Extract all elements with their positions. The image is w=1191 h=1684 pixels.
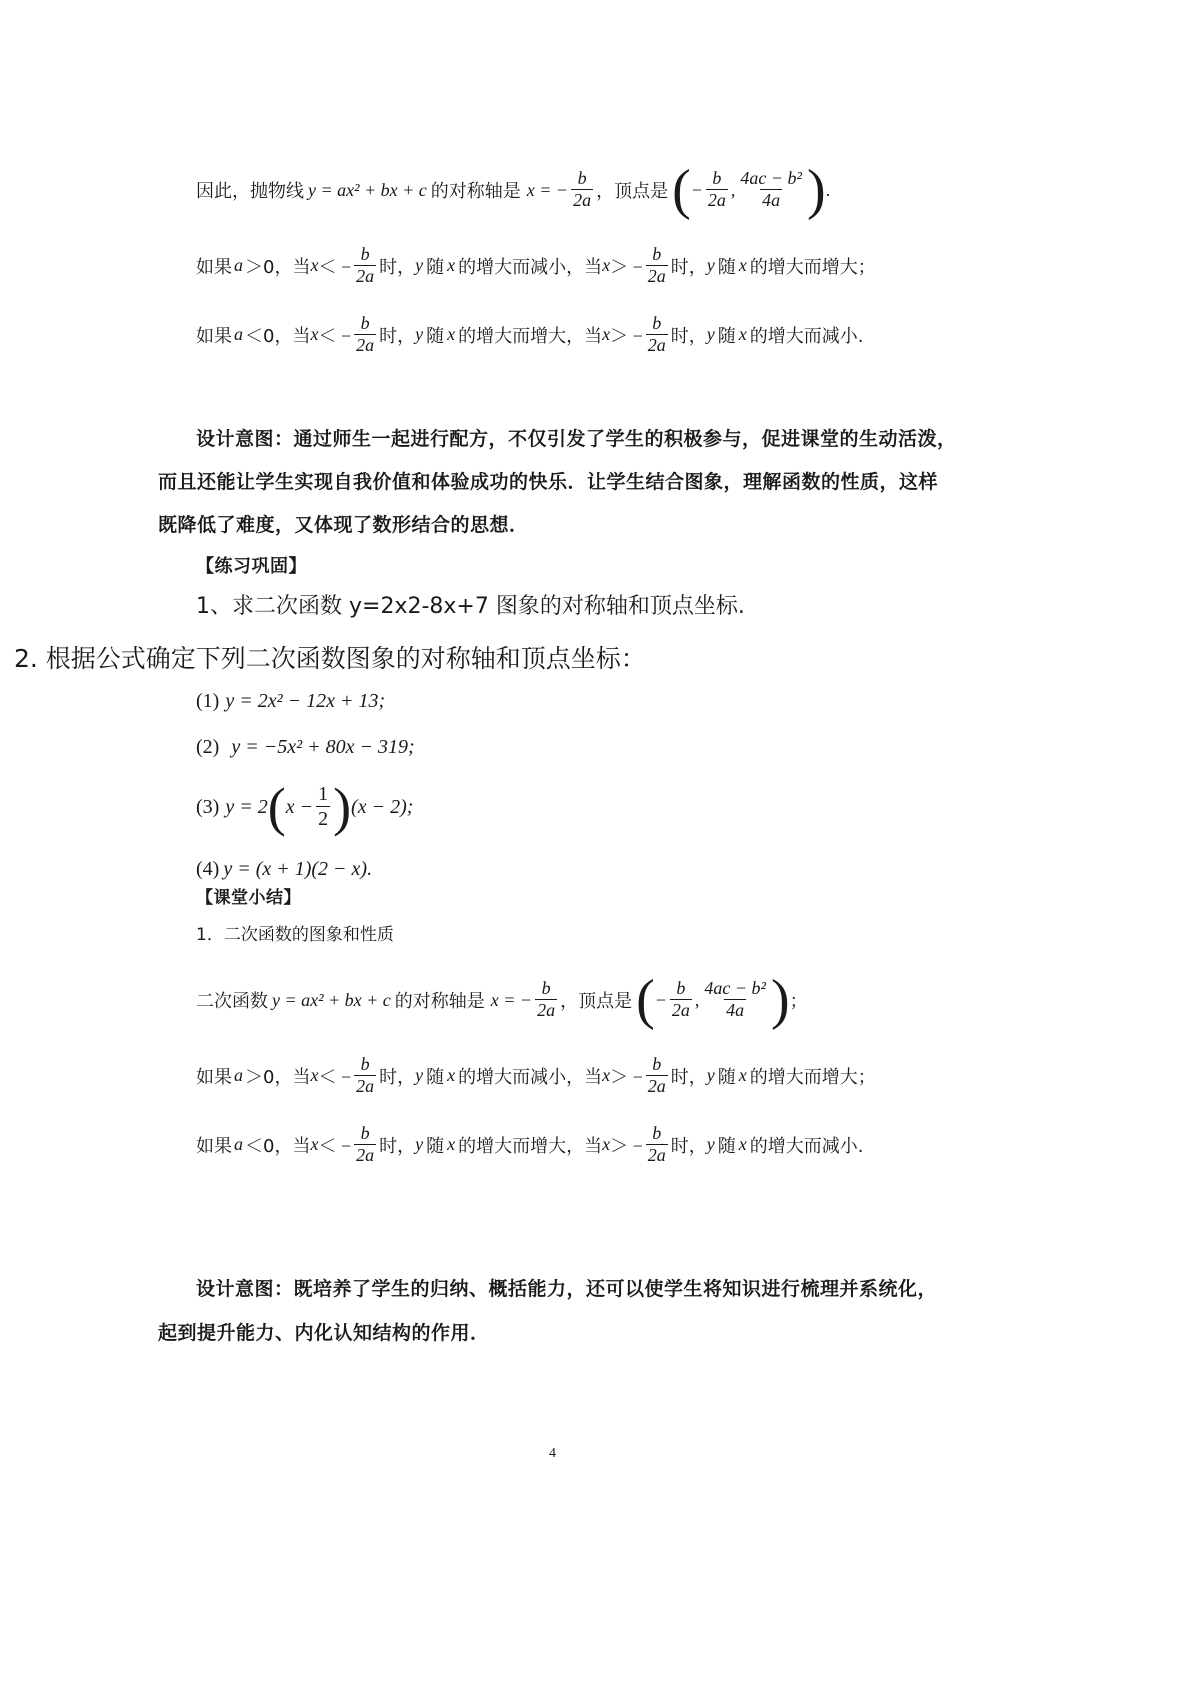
text: 的增大而减小，当 <box>458 1066 603 1088</box>
fraction-denominator: 2a <box>647 1075 666 1096</box>
text: 时， <box>379 256 416 278</box>
left-paren: ( <box>636 969 655 1031</box>
var-y: y <box>415 1134 424 1155</box>
fraction-denominator: 2a <box>647 334 666 355</box>
inequality: ＜ − <box>318 1135 352 1156</box>
var-x: x <box>602 1134 611 1155</box>
text: 的增大而增大，当 <box>458 1135 603 1157</box>
practice-question-1: 1、求二次函数 y=2x2-8x+7 图象的对称轴和顶点坐标. <box>196 594 745 619</box>
text: 的增大而增大； <box>749 1066 876 1088</box>
text: 的增大而增大； <box>749 256 876 278</box>
text: ＜0，当 <box>245 325 311 347</box>
text: 的增大而增大，当 <box>458 325 603 347</box>
fraction-denominator: 2a <box>356 334 375 355</box>
fraction-numerator: b <box>652 1123 662 1143</box>
text: 时， <box>670 1066 707 1088</box>
item-expression: y = 2x² − 12x + 13; <box>225 690 386 712</box>
practice-item-4 <box>196 858 372 881</box>
right-paren: ) <box>333 777 352 837</box>
var-a: a <box>234 1065 243 1086</box>
text: 随 <box>426 256 445 278</box>
design-intent-1-line-1: 设计意图：通过师生一起进行配方，不仅引发了学生的积极参与，促进课堂的生动活泼， <box>196 428 957 450</box>
design-intent-1-line-3: 既降低了难度，又体现了数形结合的思想． <box>158 514 529 536</box>
fraction <box>646 313 668 356</box>
right-paren: ) <box>806 159 826 221</box>
fraction-numerator: b <box>360 1123 370 1143</box>
text: 的增大而减小，当 <box>458 256 603 278</box>
vertex-y-fraction <box>702 978 768 1021</box>
inner-lead: x − <box>285 795 314 818</box>
summary-axis-vertex-line <box>196 968 808 1032</box>
fraction <box>354 1054 376 1097</box>
text: 如果 <box>196 256 232 278</box>
inequality: ＞ − <box>610 1066 643 1087</box>
text: 随 <box>717 256 736 278</box>
text: 时， <box>670 1135 707 1157</box>
var-a: a <box>234 1134 243 1155</box>
item-expression-suffix: (x − 2); <box>351 795 414 818</box>
var-y: y <box>706 255 715 276</box>
comma: , <box>694 989 700 1010</box>
var-x: x <box>310 1065 319 1086</box>
practice-item-3 <box>196 776 413 838</box>
item-expression-prefix: y = 2 <box>225 795 268 818</box>
text: 的增大而减小. <box>749 1135 864 1157</box>
right-paren: ) <box>770 969 790 1031</box>
condition-line-a-negative <box>196 313 864 356</box>
var-y: y <box>706 1065 715 1086</box>
var-x: x <box>738 1065 747 1086</box>
fraction <box>646 1123 668 1166</box>
fraction <box>354 1123 376 1166</box>
practice-heading: 【练习巩固】 <box>196 556 307 577</box>
comma: , <box>730 179 736 200</box>
fraction-numerator: b <box>652 1054 662 1074</box>
fraction-numerator: b <box>541 978 551 999</box>
var-a: a <box>234 255 243 276</box>
condition-line-a-positive <box>196 244 876 287</box>
var-x: x <box>447 1065 456 1086</box>
axis-eq: x = − <box>490 989 533 1010</box>
text: ＞0，当 <box>245 256 311 278</box>
summary-heading: 【课堂小结】 <box>196 888 301 908</box>
var-x: x <box>738 1134 747 1155</box>
text: 时， <box>670 325 707 347</box>
practice-item-2 <box>196 736 415 759</box>
fraction <box>646 1054 668 1097</box>
text: 时， <box>379 325 416 347</box>
parabola-expression: y = ax² + bx + c <box>308 179 427 200</box>
fraction-numerator: b <box>360 1054 370 1074</box>
text: ＜0，当 <box>245 1135 311 1157</box>
vertex-x-fraction <box>706 168 728 211</box>
design-intent-2-line-2: 起到提升能力、内化认知结构的作用． <box>158 1322 490 1344</box>
text: ＞0，当 <box>245 1066 311 1088</box>
fraction-denominator: 4a <box>726 1000 745 1021</box>
fraction <box>354 244 376 287</box>
text: 随 <box>717 1066 736 1088</box>
lead-text: 二次函数 <box>196 991 268 1012</box>
fraction-numerator: b <box>652 313 662 333</box>
text: 时， <box>670 256 707 278</box>
fraction-numerator: b <box>712 168 722 189</box>
inequality: ＞ − <box>610 325 643 346</box>
practice-question-2: 2. 根据公式确定下列二次函数图象的对称轴和顶点坐标： <box>14 644 646 673</box>
text: 随 <box>426 325 445 347</box>
fraction-denominator: 4a <box>762 190 781 211</box>
text: 时， <box>379 1066 416 1088</box>
vertex-minus: − <box>690 179 703 200</box>
design-intent-1-line-2: 而且还能让学生实现自我价值和体验成功的快乐．让学生结合图象，理解函数的性质，这样 <box>158 471 939 493</box>
var-x: x <box>310 324 319 345</box>
axis-fraction <box>571 168 593 211</box>
vertex-y-fraction <box>738 168 804 211</box>
parabola-expression: y = ax² + bx + c <box>272 989 391 1010</box>
var-x: x <box>738 255 747 276</box>
fraction-denominator: 2a <box>573 190 592 211</box>
period: . <box>825 179 831 200</box>
fraction-numerator: 4ac − b² <box>704 978 766 999</box>
fraction-denominator: 2a <box>356 265 375 286</box>
vertex-x-fraction <box>670 978 692 1021</box>
fraction-numerator: 4ac − b² <box>740 168 802 189</box>
fraction-denominator: 2a <box>356 1144 375 1165</box>
var-y: y <box>706 1134 715 1155</box>
summary-item-1: 1．二次函数的图象和性质 <box>196 925 394 945</box>
text: 时， <box>379 1135 416 1157</box>
lead-text: 因此，抛物线 <box>196 181 304 202</box>
inequality: ＜ − <box>318 256 352 277</box>
practice-item-1 <box>196 690 385 713</box>
var-x: x <box>602 1065 611 1086</box>
var-y: y <box>415 324 424 345</box>
text: 的增大而减小. <box>749 325 864 347</box>
vertex-label: ，顶点是 <box>596 181 669 202</box>
fraction-numerator: 1 <box>318 783 329 805</box>
item-label: (1) <box>196 690 220 712</box>
text: 如果 <box>196 1066 232 1088</box>
var-x: x <box>738 324 747 345</box>
item-label: (4) <box>196 858 220 880</box>
half-fraction <box>316 783 330 831</box>
var-x: x <box>602 255 611 276</box>
axis-vertex-line <box>196 158 830 222</box>
axis-eq: x = − <box>526 179 569 200</box>
fraction-denominator: 2a <box>647 265 666 286</box>
inequality: ＞ − <box>610 256 643 277</box>
page-number: 4 <box>549 1446 556 1461</box>
inequality: ＜ − <box>318 325 352 346</box>
item-label: (2) <box>196 736 220 758</box>
semicolon: ； <box>789 991 808 1012</box>
summary-condition-a-positive <box>196 1054 876 1097</box>
item-expression: y = −5x² + 80x − 319; <box>231 736 415 758</box>
var-y: y <box>415 1065 424 1086</box>
fraction <box>646 244 668 287</box>
text: 随 <box>717 325 736 347</box>
fraction <box>354 313 376 356</box>
fraction-denominator: 2a <box>707 190 726 211</box>
axis-fraction <box>535 978 557 1021</box>
var-y: y <box>706 324 715 345</box>
text: 如果 <box>196 325 232 347</box>
inequality: ＞ − <box>610 1135 643 1156</box>
fraction-denominator: 2a <box>671 1000 690 1021</box>
fraction-denominator: 2 <box>318 808 329 830</box>
fraction-denominator: 2a <box>647 1144 666 1165</box>
fraction-numerator: b <box>652 244 662 264</box>
fraction-numerator: b <box>360 244 370 264</box>
var-x: x <box>447 324 456 345</box>
mid-text: 的对称轴是 <box>394 991 485 1012</box>
fraction-numerator: b <box>360 313 370 333</box>
text: 如果 <box>196 1135 232 1157</box>
left-paren: ( <box>267 777 286 837</box>
left-paren: ( <box>672 159 691 221</box>
fraction-numerator: b <box>676 978 686 999</box>
var-x: x <box>310 255 319 276</box>
var-x: x <box>447 1134 456 1155</box>
fraction-denominator: 2a <box>356 1075 375 1096</box>
text: 随 <box>426 1066 445 1088</box>
text: 随 <box>717 1135 736 1157</box>
var-x: x <box>447 255 456 276</box>
var-y: y <box>415 255 424 276</box>
fraction-denominator: 2a <box>537 1000 556 1021</box>
vertex-minus: − <box>654 989 667 1010</box>
text: 随 <box>426 1135 445 1157</box>
summary-condition-a-negative <box>196 1123 864 1166</box>
vertex-label: ，顶点是 <box>560 991 633 1012</box>
var-a: a <box>234 324 243 345</box>
mid-text: 的对称轴是 <box>430 181 521 202</box>
var-x: x <box>310 1134 319 1155</box>
design-intent-2-line-1: 设计意图：既培养了学生的归纳、概括能力，还可以使学生将知识进行梳理并系统化， <box>196 1278 938 1300</box>
fraction-numerator: b <box>577 168 587 189</box>
inequality: ＜ − <box>318 1066 352 1087</box>
item-label: (3) <box>196 795 220 818</box>
item-expression: y = (x + 1)(2 − x). <box>223 858 373 880</box>
var-x: x <box>602 324 611 345</box>
